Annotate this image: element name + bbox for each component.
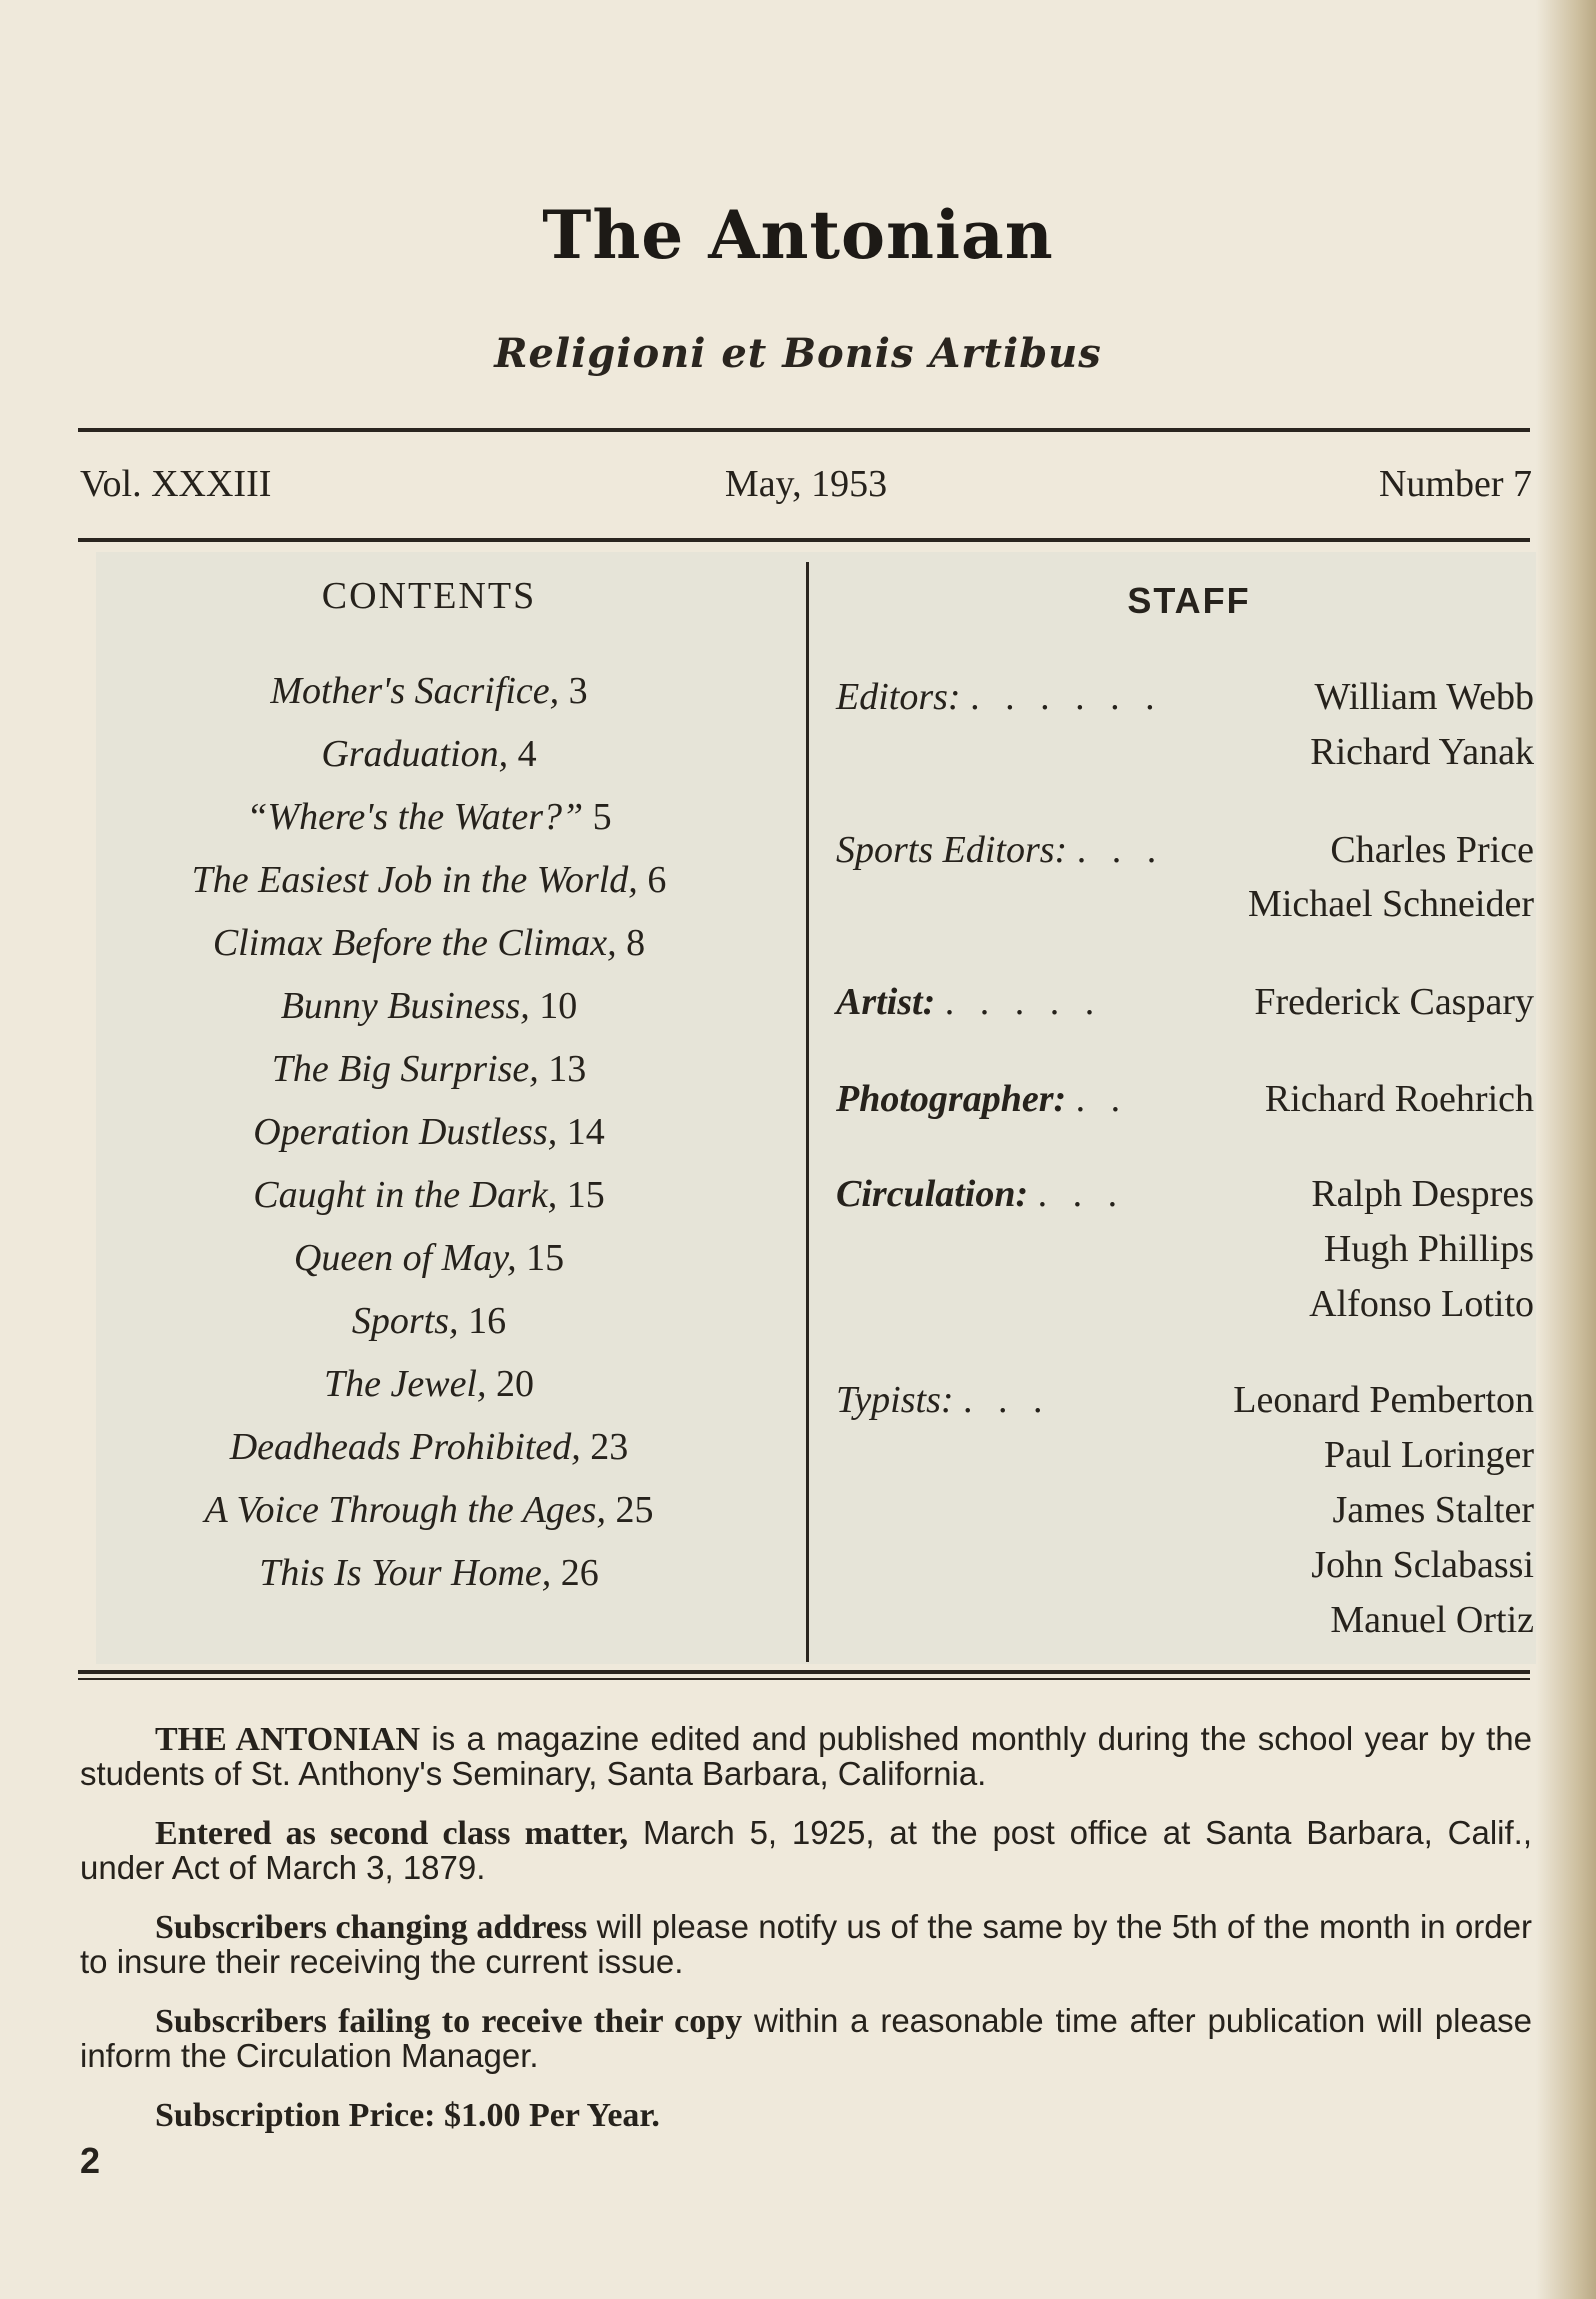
contents-item-title: Caught in the Dark, <box>253 1174 558 1216</box>
contents-item-title: The Big Surprise, <box>271 1048 539 1090</box>
contents-item <box>96 665 762 728</box>
staff-name: Paul Loringer <box>1323 1434 1534 1476</box>
page-number: 2 <box>80 2140 101 2181</box>
leader-dots: . . . <box>1076 829 1165 871</box>
note-lead: Subscribers failing to receive their copy <box>155 2003 743 2040</box>
note-text: is a magazine edited and published monthly during the school year by the students of St. Anthony's Seminary, Santa Barbara, California. <box>80 1720 1533 1792</box>
contents-item <box>96 728 762 791</box>
staff-heading: STAFF <box>1127 580 1251 621</box>
contents-item <box>96 854 762 917</box>
staff-role-label: Editors: <box>836 676 961 718</box>
contents-item <box>96 1547 762 1610</box>
contents-item-page: 15 <box>566 1174 605 1216</box>
staff-name: Richard Roehrich <box>1264 1078 1534 1120</box>
leader-dots: . . . . . <box>944 981 1103 1023</box>
staff-role-editors <box>836 675 1163 719</box>
top-rule <box>78 428 1530 432</box>
staff-role-label: Artist: <box>836 981 936 1023</box>
contents-item <box>96 1484 762 1547</box>
contents-item-title: A Voice Through the Ages, <box>204 1489 606 1531</box>
staff-role-artist <box>836 980 1102 1024</box>
leader-dots: . . . <box>1037 1173 1126 1215</box>
note-lead: Subscribers changing address <box>155 1909 588 1946</box>
note-lead: Entered as second class matter, <box>155 1815 629 1852</box>
publication-note <box>80 2004 1532 2073</box>
contents-item-title: This Is Your Home, <box>259 1552 552 1594</box>
contents-item-title: Deadheads Prohibited, <box>229 1426 581 1468</box>
contents-item-page: 26 <box>560 1552 599 1594</box>
contents-item <box>96 1232 762 1295</box>
contents-item-page: 8 <box>626 922 646 964</box>
subscription-price-text: Subscription Price: $1.00 Per Year. <box>155 2097 660 2134</box>
staff-role-circulation <box>836 1172 1125 1216</box>
contents-item-page: 5 <box>592 796 612 838</box>
staff-name: Richard Yanak <box>1310 731 1534 773</box>
contents-item-title: The Jewel, <box>323 1363 487 1405</box>
magazine-title: The Antonian <box>542 196 1054 274</box>
column-divider <box>806 562 809 1662</box>
contents-item <box>96 980 762 1043</box>
contents-item-page: 25 <box>615 1489 654 1531</box>
contents-item-title: Sports, <box>351 1300 459 1342</box>
contents-item <box>96 791 762 854</box>
contents-list <box>96 665 762 1610</box>
contents-item <box>96 917 762 980</box>
staff-name: Hugh Phillips <box>1323 1228 1534 1270</box>
note-text: within a reasonable time after publication will please inform the Circulation Manager. <box>80 2002 1532 2074</box>
note-lead: THE ANTONIAN <box>155 1721 421 1758</box>
contents-item-page: 16 <box>468 1300 507 1342</box>
staff-name: Leonard Pemberton <box>1233 1379 1534 1421</box>
contents-item-title: Bunny Business, <box>280 985 530 1027</box>
leader-dots: . . <box>1075 1078 1129 1120</box>
leader-dots: . . . <box>963 1379 1051 1421</box>
staff-name: Manuel Ortiz <box>1330 1599 1534 1641</box>
bottom-rule-thin <box>78 1678 1530 1680</box>
staff-name: James Stalter <box>1332 1489 1534 1531</box>
contents-item-title: Queen of May, <box>293 1237 517 1279</box>
contents-item-title: Operation Dustless, <box>253 1111 558 1153</box>
contents-item <box>96 1295 762 1358</box>
contents-item-page: 14 <box>566 1111 605 1153</box>
contents-item-page: 20 <box>496 1363 534 1405</box>
note-text: March 5, 1925, at the post office at Santa Barbara, Calif., under Act of March 3, 1879. <box>80 1814 1533 1886</box>
bottom-rule <box>78 1670 1530 1674</box>
staff-role-photographer <box>836 1077 1128 1121</box>
staff-role-label: Circulation: <box>836 1173 1029 1215</box>
staff-role-label: Photographer: <box>836 1078 1067 1120</box>
staff-name: Alfonso Lotito <box>1309 1283 1534 1325</box>
contents-item <box>96 1421 762 1484</box>
staff-name: John Sclabassi <box>1311 1544 1534 1586</box>
publication-note <box>80 1910 1532 1979</box>
contents-item <box>96 1106 762 1169</box>
publication-notes <box>80 1722 1532 2158</box>
contents-item-page: 3 <box>568 670 588 712</box>
contents-heading: CONTENTS <box>321 575 537 617</box>
staff-name: William Webb <box>1314 676 1534 718</box>
contents-item <box>96 1169 762 1232</box>
contents-item-page: 15 <box>526 1237 565 1279</box>
contents-item <box>96 1358 762 1421</box>
publication-note <box>80 1722 1532 1791</box>
staff-name: Charles Price <box>1330 829 1534 871</box>
contents-item-title: Climax Before the Climax, <box>212 922 617 964</box>
middle-rule <box>78 538 1530 542</box>
contents-item-page: 23 <box>590 1426 629 1468</box>
staff-name: Michael Schneider <box>1248 883 1534 925</box>
staff-role-sports-editors <box>836 828 1164 872</box>
contents-item-title: “Where's the Water?” <box>246 796 584 838</box>
contents-item-page: 10 <box>539 985 578 1027</box>
contents-item-page: 6 <box>647 859 667 901</box>
contents-item-title: Mother's Sacrifice, <box>270 670 560 712</box>
leader-dots: . . . . . . <box>970 676 1163 718</box>
subscription-price <box>80 2098 1532 2133</box>
volume-label: Vol. XXXIII <box>80 463 272 505</box>
note-text: will please notify us of the same by the 5th of the month in order to insure their receiving the current issue. <box>80 1908 1532 1980</box>
issue-date: May, 1953 <box>724 463 888 505</box>
contents-item <box>96 1043 762 1106</box>
staff-name: Frederick Caspary <box>1254 981 1534 1023</box>
contents-item-page: 13 <box>548 1048 587 1090</box>
publication-note <box>80 1816 1532 1885</box>
contents-item-title: The Easiest Job in the World, <box>191 859 638 901</box>
staff-role-label: Typists: <box>836 1379 954 1421</box>
staff-name: Ralph Despres <box>1311 1173 1534 1215</box>
contents-item-page: 4 <box>517 733 537 775</box>
staff-role-label: Sports Editors: <box>836 829 1068 871</box>
contents-item-title: Graduation, <box>321 733 509 775</box>
issue-number: Number 7 <box>1378 463 1532 505</box>
staff-role-typists <box>836 1378 1051 1422</box>
magazine-motto: Religioni et Bonis Artibus <box>494 330 1102 377</box>
